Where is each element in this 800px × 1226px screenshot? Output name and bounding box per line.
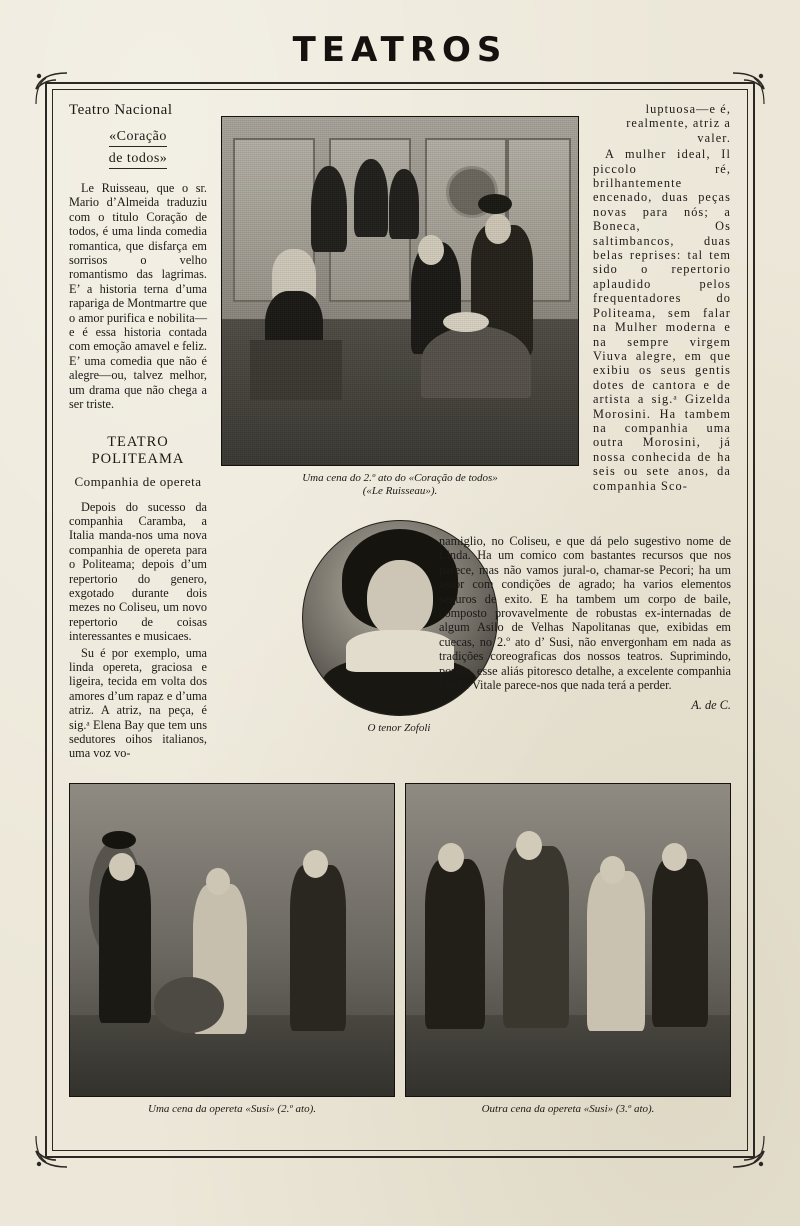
page-border-frame [45,82,755,1158]
caption-scene-susi-act2: Uma cena da opereta «Susi» (2.º ato). [148,1103,316,1115]
play-title-line-1: «Coração [69,129,207,147]
section-title-teatro-politeama: TEATRO POLITEAMA [91,433,185,467]
photo-scene-susi-act2 [69,783,395,1097]
center-column [221,102,579,734]
page-title: TEATROS [292,30,508,70]
right-body-paragraph-1: luptuosa—e é, realmente, atriz a valer. [626,102,731,145]
left-body-paragraph-1: Le Ruisseau, que o sr. Mario d’Almeida traduziu com o titulo Coração de todos, é uma linda comedia romantica, que disfarça em sorrisos o velho romantismo das lagrimas. E’ a historia terna d’uma rapariga de Montmartre que o amor purifica e nobilita—e é essa historia contada com emoção amavel e feliz. E’ uma comedia que não é alegre—ou, talvez melhor, um drama que não chega a ser triste. [69,181,207,412]
caption-portrait: O tenor Zofoli [367,722,431,734]
subtitle-companhia-de-opereta: Companhia de opereta [74,473,202,489]
photo-scene-coracao-de-todos [221,116,579,466]
article-signature: A. de C. [691,698,731,713]
section-title-teatro-nacional: Teatro Nacional [69,102,173,118]
bottom-photo-row [69,783,731,1116]
left-body-paragraph-2: Depois do sucesso da companhia Caramba, a Italia manda-nos uma nova companhia de opereta para o Politeama; depois d’um repertorio do genero, exgotado durante dois mezes no Coliseu, um novo repertorio de coisas interessantes e musicaes. [69,499,207,644]
photo-scene-susi-act3 [405,783,731,1097]
corner-ornament-icon [34,1135,68,1169]
right-wide-continuation [439,534,731,713]
corner-ornament-icon [732,1135,766,1169]
left-body-paragraph-3: Su é por exemplo, uma linda opereta, graciosa e ligeira, tecida em volta dos amores d’um rapaz e d’uma atriz. A atriz, na peça, é sig.ᵃ Elena Bay que tem uns sedutores oihos italianos, uma voz vo- [69,645,207,761]
right-column [593,102,731,493]
article-content [69,102,731,1142]
caption-scene-top: Uma cena do 2.º ato do «Coração de todos» («Le Ruisseau»). [302,472,498,497]
play-title-line-2: de todos» [69,151,207,169]
left-column [69,102,207,761]
right-body-paragraph-2: A mulher ideal, Il piccolo ré, brilhantemente encenado, duas peças novas para nós; a Boneca, Os saltimbancos, duas belas reprises: tal tem sido o repertorio aplaudido pelos frequentadores do Politeama, sem falar na Mulher moderna e na sempre virgem Viuva alegre, em que exibiu os seus gentis dotes de cantora e de artista a sig.ᵃ Gizelda Morosini. Ha tambem na companhia uma outra Morosini, já nossa conhecida de ha seis ou sete anos, da companhia Sco- [593,147,731,493]
corner-ornament-icon [34,71,68,105]
masthead [0,30,800,70]
caption-scene-susi-act3: Outra cena da opereta «Susi» (3.º ato). [481,1103,655,1115]
corner-ornament-icon [732,71,766,105]
right-body-paragraph-3: namiglio, no Coliseu, e que dá pelo sugestivo nome de Linda. Ha um comico com bastantes recursos que nos parece, mas não vamos jural-o, chamar-se Pecori; ha um tenor com condições de agrado; ha varios elementos seguros de exito. E ha tambem um corpo de baile, composto provavelmente de robustas ex-internadas de algum Asilo de Velhas Napolitanas que, exibidas em cuecas, no 2.º ato d’ Susi, não envergonham em nada as tradições coreograficas dos nossos teatros. Suprimindo, porém, esse aliás pitoresco detalhe, a excelente companhia Ettore Vitale parece-nos que nada terá a perder. [439,534,731,693]
